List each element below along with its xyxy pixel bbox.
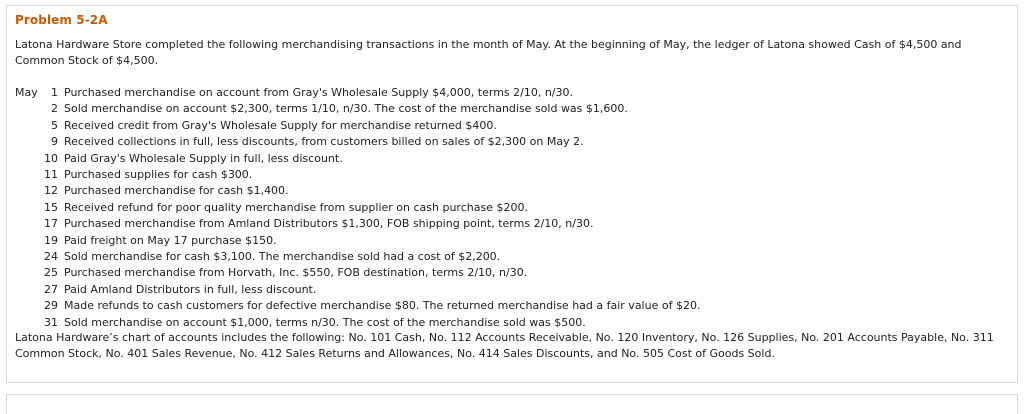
- transaction-day: 29: [44, 299, 58, 313]
- transaction-month: [15, 167, 40, 183]
- transaction-day: 25: [44, 266, 58, 280]
- transaction-month: [15, 183, 40, 199]
- transaction-month: [15, 101, 40, 117]
- transaction-row: [15, 249, 1015, 265]
- transaction-description: Sold merchandise on account $1,000, terms n/30. The cost of the merchandise sold was $500.: [64, 315, 586, 329]
- next-section-card: [6, 394, 1018, 414]
- transaction-row: [15, 183, 1015, 199]
- transaction-day: 31: [44, 315, 58, 329]
- transaction-row: [15, 216, 1015, 232]
- transaction-month: [15, 200, 40, 216]
- transaction-description: Purchased merchandise from Horvath, Inc. $550, FOB destination, terms 2/10, n/30.: [64, 266, 528, 280]
- transaction-day: 2: [51, 102, 58, 116]
- transaction-month: [15, 249, 40, 265]
- transaction-description: Purchased merchandise for cash $1,400.: [64, 184, 289, 198]
- transaction-day: 17: [44, 217, 58, 231]
- transaction-description: Received collections in full, less discounts, from customers billed on sales of $2,300 on May 2.: [64, 135, 584, 149]
- transaction-row: [15, 151, 1015, 167]
- transaction-day: 24: [44, 250, 58, 264]
- problem-intro: Latona Hardware Store completed the following merchandising transactions in the month of May. At the beginning of May, the ledger of Latona showed Cash of $4,500 and Common Stock of $4,500.: [15, 38, 962, 67]
- transaction-row: [15, 167, 1015, 183]
- transaction-month: [15, 118, 40, 134]
- transaction-day: 11: [44, 168, 58, 182]
- transaction-month: [15, 216, 40, 232]
- transaction-month: [15, 282, 40, 298]
- transaction-description: Purchased merchandise from Amland Distributors $1,300, FOB shipping point, terms 2/10, n/30.: [64, 217, 594, 231]
- transaction-day: 15: [44, 200, 58, 214]
- transaction-row: [15, 118, 1015, 134]
- transaction-description: Sold merchandise for cash $3,100. The merchandise sold had a cost of $2,200.: [64, 250, 501, 264]
- transaction-month: [15, 298, 40, 314]
- transaction-month: [15, 315, 40, 331]
- transaction-row: [15, 298, 1015, 314]
- transaction-description: Made refunds to cash customers for defective merchandise $80. The returned merchandise had a fair value of $20.: [64, 299, 701, 313]
- problem-card: [6, 5, 1018, 383]
- transaction-description: Paid Gray's Wholesale Supply in full, less discount.: [64, 151, 343, 165]
- transaction-row: [15, 85, 1015, 101]
- transaction-row: [15, 200, 1015, 216]
- transaction-month: [15, 233, 40, 249]
- transaction-description: Purchased supplies for cash $300.: [64, 168, 253, 182]
- transaction-description: Received credit from Gray's Wholesale Supply for merchandise returned $400.: [64, 118, 497, 132]
- transaction-row: [15, 315, 1015, 331]
- transaction-row: [15, 233, 1015, 249]
- transaction-month: [15, 151, 40, 167]
- transaction-month: [15, 134, 40, 150]
- chart-of-accounts-note: Latona Hardware’s chart of accounts includes the following: No. 101 Cash, No. 112 Accounts Receivable, No. 120 Inventory, No. 126 Supplies, No. 201 Accounts Payable, No. 311 Common Stock, No. 401 Sales Revenue, No. 412 Sales Returns and Allowances, No. 414 Sales Discounts, and No. 505 Cost of Goods Sold.: [15, 331, 994, 360]
- problem-title: Problem 5-2A: [15, 13, 108, 27]
- transaction-day: 1: [51, 86, 58, 99]
- transaction-month: May: [15, 86, 38, 99]
- transaction-day: 27: [44, 282, 58, 296]
- transaction-row: [15, 134, 1015, 150]
- transaction-day: 10: [44, 151, 58, 165]
- transaction-description: Paid Amland Distributors in full, less discount.: [64, 282, 317, 296]
- transaction-row: [15, 282, 1015, 298]
- transaction-row: [15, 265, 1015, 281]
- transaction-day: 19: [44, 233, 58, 247]
- transaction-day: 9: [51, 135, 58, 149]
- transaction-month: [15, 265, 40, 281]
- transaction-list: [15, 85, 1015, 331]
- transaction-day: 5: [51, 118, 58, 132]
- transaction-description: Purchased merchandise on account from Gray's Wholesale Supply $4,000, terms 2/10, n/30.: [64, 86, 573, 99]
- transaction-description: Sold merchandise on account $2,300, terms 1/10, n/30. The cost of the merchandise sold was $1,600.: [64, 102, 628, 116]
- transaction-description: Received refund for poor quality merchandise from supplier on cash purchase $200.: [64, 200, 528, 214]
- transaction-day: 12: [44, 184, 58, 198]
- transaction-row: [15, 101, 1015, 117]
- transaction-description: Paid freight on May 17 purchase $150.: [64, 233, 277, 247]
